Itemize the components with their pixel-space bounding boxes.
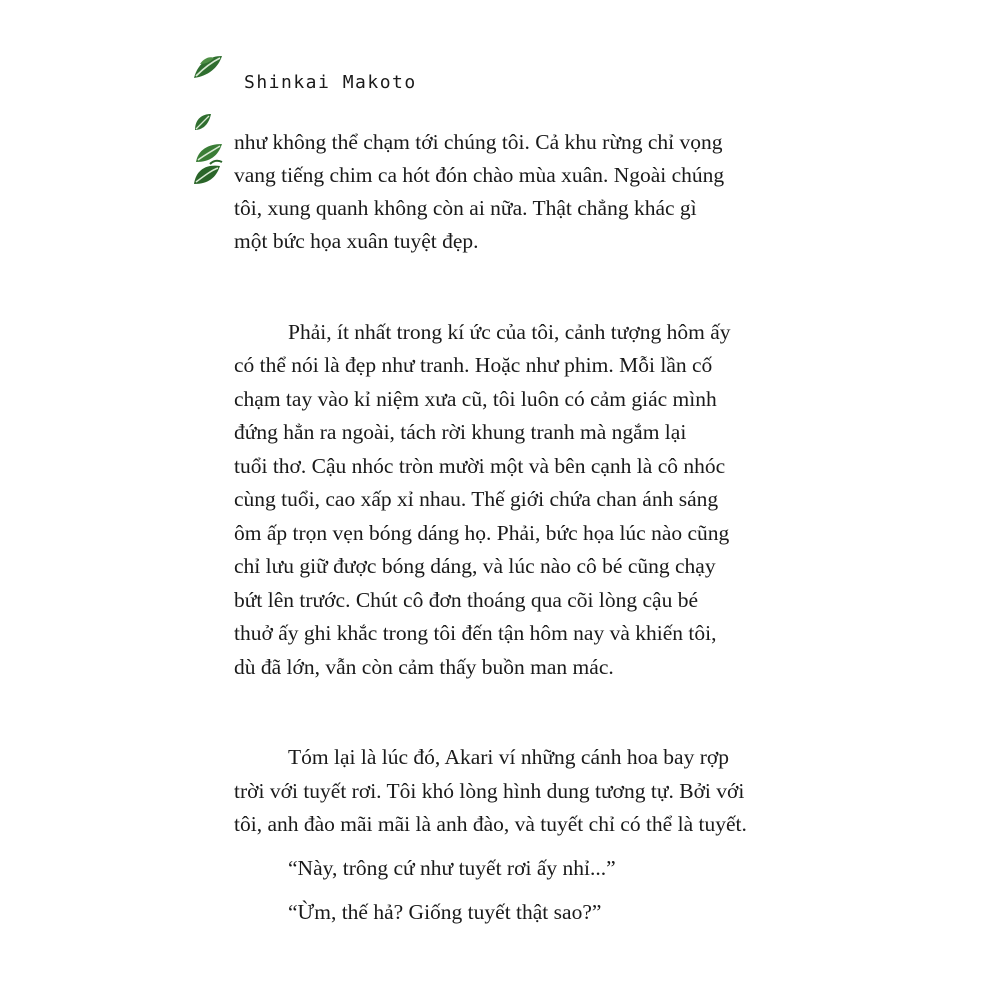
text-line: ôm ấp trọn vẹn bóng dáng họ. Phải, bức họa lúc nào cũng bbox=[234, 521, 730, 545]
leaf-sprig-icon bbox=[192, 52, 224, 82]
text-line: dù đã lớn, vẫn còn cảm thấy buồn man mác. bbox=[234, 655, 614, 679]
text-line: trời với tuyết rơi. Tôi khó lòng hình dung tương tự. Bởi với bbox=[234, 779, 745, 803]
leaf-sprig-icon bbox=[192, 140, 226, 188]
text-line: vang tiếng chim ca hót đón chào mùa xuân. Ngoài chúng bbox=[234, 163, 725, 187]
text-line: chỉ lưu giữ được bóng dáng, và lúc nào cô bé cũng chạy bbox=[234, 554, 716, 578]
dialogue-line: “Này, trông cứ như tuyết rơi ấy nhỉ...” bbox=[288, 856, 616, 880]
text-line: tôi, anh đào mãi mãi là anh đào, và tuyết chỉ có thể là tuyết. bbox=[234, 812, 747, 836]
text-line: tôi, xung quanh không còn ai nữa. Thật chẳng khác gì bbox=[234, 196, 697, 220]
text-line: một bức họa xuân tuyệt đẹp. bbox=[234, 229, 479, 253]
text-line: thuở ấy ghi khắc trong tôi đến tận hôm nay và khiến tôi, bbox=[234, 621, 717, 645]
text-line: bứt lên trước. Chút cô đơn thoáng qua cõi lòng cậu bé bbox=[234, 588, 698, 612]
text-line: cùng tuổi, cao xấp xỉ nhau. Thế giới chứa chan ánh sáng bbox=[234, 487, 719, 511]
text-line: Tóm lại là lúc đó, Akari ví những cánh hoa bay rợp bbox=[288, 745, 729, 769]
text-line: có thể nói là đẹp như tranh. Hoặc như phim. Mỗi lần cố bbox=[234, 353, 713, 377]
running-header-author: Shinkai Makoto bbox=[244, 72, 417, 93]
text-line: tuổi thơ. Cậu nhóc tròn mười một và bên cạnh là cô nhóc bbox=[234, 454, 726, 478]
text-line: chạm tay vào kỉ niệm xưa cũ, tôi luôn có cảm giác mình bbox=[234, 387, 717, 411]
text-line: Phải, ít nhất trong kí ức của tôi, cảnh tượng hôm ấy bbox=[288, 320, 731, 344]
text-line: như không thể chạm tới chúng tôi. Cả khu rừng chỉ vọng bbox=[234, 130, 723, 154]
dialogue-line: “Ừm, thế hả? Giống tuyết thật sao?” bbox=[288, 900, 602, 924]
leaf-sprig-icon bbox=[193, 112, 213, 132]
text-line: đứng hẳn ra ngoài, tách rời khung tranh mà ngắm lại bbox=[234, 420, 687, 444]
